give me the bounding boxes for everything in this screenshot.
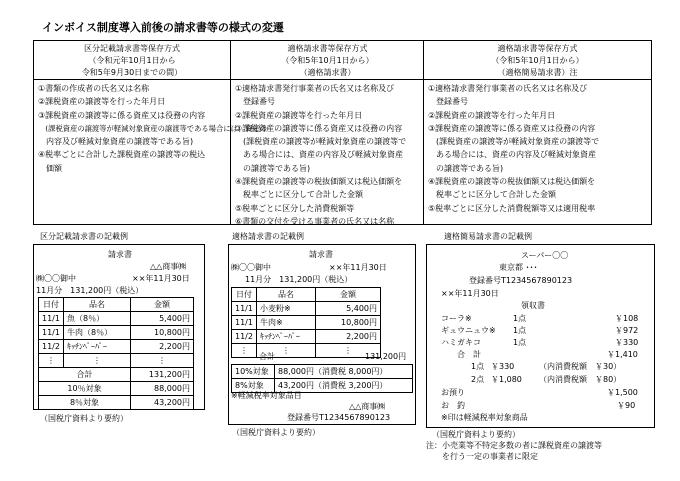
summary-label: 8％対象 bbox=[39, 396, 131, 410]
table-row bbox=[39, 340, 194, 354]
column-body bbox=[231, 80, 424, 230]
requirement-item: ①適格請求書発行事業者の氏名又は名称及び bbox=[235, 84, 395, 93]
requirement-item: ある場合には、資産の内容及び軽減対象資産 bbox=[235, 150, 403, 160]
table-cell: ⋮ bbox=[257, 344, 316, 358]
section-title: 適格請求書の記載例 bbox=[232, 232, 304, 241]
footnote-line: 注：小売業等不特定多数の者に課税資産の譲渡等 bbox=[426, 441, 602, 450]
table-cell: ⋮ bbox=[232, 344, 257, 358]
item-name: ハミガキコ bbox=[441, 338, 481, 347]
header-line: 適格請求書等保存方式 bbox=[287, 44, 368, 53]
paid-label: お預り bbox=[441, 388, 465, 397]
receipt-date: ××年11月30日 bbox=[441, 289, 499, 298]
table-cell: 小麦粉※ bbox=[257, 302, 316, 316]
table-cell: ⋮ bbox=[64, 354, 131, 368]
comparison-table bbox=[33, 40, 652, 225]
requirement-item: ③課税資産の譲渡等に係る資産又は役務の内容 bbox=[38, 110, 206, 120]
requirement-item: 登録番号 bbox=[235, 97, 275, 107]
requirement-item: ④税率ごとに合計した課税資産の譲渡等の税込 bbox=[38, 150, 206, 160]
requirement-item: ④課税資産の譲渡等の税抜価額又は税込価額を bbox=[428, 177, 596, 187]
table-cell: 魚（8％） bbox=[64, 312, 131, 326]
page-title: インボイス制度導入前後の請求書等の様式の変遷 bbox=[42, 21, 284, 34]
requirement-item: ①適格請求書発行事業者の氏名又は名称及び bbox=[428, 84, 588, 93]
requirement-item: 内容及び軽減対象資産の譲渡等である旨) bbox=[38, 137, 194, 147]
item-name: コーラ※ bbox=[441, 314, 472, 323]
table-cell: 牛肉※ bbox=[257, 316, 316, 330]
tax-line-count: 2点 bbox=[471, 375, 485, 384]
source-note: （国税庁資料より要約） bbox=[40, 414, 128, 423]
item-qty: 1点 bbox=[513, 314, 527, 323]
table-cell: ｷｯﾁﾝﾍﾟｰﾊﾟｰ bbox=[64, 340, 131, 354]
invoice-table bbox=[231, 287, 381, 358]
section-title: 区分記載請求書の記載例 bbox=[40, 232, 128, 241]
table-cell: 11/1 bbox=[39, 312, 64, 326]
table-header: 金額 bbox=[131, 298, 194, 312]
tax-line-count: 1点 bbox=[471, 362, 485, 371]
table-row bbox=[232, 344, 381, 358]
header-line: （令和5年10月1日から） bbox=[491, 56, 584, 65]
table-row bbox=[39, 312, 194, 326]
requirement-item: ①書類の作成者の氏名又は名称 bbox=[38, 84, 150, 93]
table-cell: 10,800円 bbox=[131, 326, 194, 340]
column-header bbox=[424, 41, 651, 80]
tax-line-detail: （内消費税額 ￥80） bbox=[539, 375, 622, 384]
column-tekikaku bbox=[230, 41, 424, 224]
requirement-item: ②課税資産の譲渡等を行った年月日 bbox=[235, 110, 363, 120]
table-header: 品名 bbox=[257, 288, 316, 302]
receipt-title: 領収書 bbox=[521, 301, 545, 310]
table-cell: 11/1 bbox=[232, 302, 257, 316]
header-line: （令和元年10月1日から bbox=[88, 56, 176, 65]
addressee: ㈱〇〇御中 bbox=[36, 274, 76, 283]
table-row bbox=[232, 330, 381, 344]
header-line: （適格簡易請求書）注 bbox=[497, 68, 578, 77]
table-cell: 10,800円 bbox=[316, 316, 381, 330]
requirement-item: 価額 bbox=[38, 163, 62, 173]
tax-line-amount: ￥1,080 bbox=[491, 375, 522, 384]
header-line: 区分記載請求書等保存方式 bbox=[84, 44, 180, 53]
doc-title: 請求書 bbox=[108, 250, 132, 259]
change-value: ￥90 bbox=[617, 401, 636, 410]
summary-label: 合計 bbox=[39, 368, 131, 382]
invoice-example-kubun bbox=[33, 244, 205, 410]
table-cell: 2,200円 bbox=[316, 330, 381, 344]
table-header-row bbox=[39, 298, 194, 312]
column-kan-i bbox=[423, 41, 651, 224]
change-label: お 釣 bbox=[441, 401, 465, 410]
total-label: 合 計 bbox=[457, 350, 481, 359]
reduced-rate-note: ※軽減税率対象品目 bbox=[231, 391, 302, 400]
tax-row bbox=[232, 365, 413, 379]
item-price: ￥330 bbox=[615, 338, 639, 347]
table-cell: ⋮ bbox=[316, 344, 381, 358]
requirement-item: 税率ごとに区分して合計した金額 bbox=[235, 190, 363, 200]
table-cell: ｷｯﾁﾝﾍﾟｰﾊﾟｰ bbox=[257, 330, 316, 344]
header-line: 適格請求書等保存方式 bbox=[497, 44, 578, 53]
table-cell: 11/1 bbox=[232, 316, 257, 330]
issuer: △△商事㈱ bbox=[150, 262, 187, 271]
reduced-rate-note: ※印は軽減税率対象商品 bbox=[441, 413, 528, 422]
requirement-item: ②課税資産の譲渡等を行った年月日 bbox=[38, 97, 166, 107]
month-total: 11月分 131,200円（税込） bbox=[245, 275, 353, 284]
summary-value: 43,200円 bbox=[131, 396, 194, 410]
item-qty: 1点 bbox=[513, 338, 527, 347]
table-cell: ⋮ bbox=[39, 354, 64, 368]
requirement-item: ④課税資産の譲渡等の税抜価額又は税込価額を bbox=[235, 177, 403, 187]
registration-number: 登録番号T1234567890123 bbox=[469, 276, 573, 285]
table-cell: ⋮ bbox=[131, 354, 194, 368]
requirement-item: 登録番号 bbox=[428, 97, 468, 107]
requirement-item: ある場合には、資産の内容及び軽減対象資産 bbox=[428, 150, 596, 160]
tax-label: 10%対象 bbox=[232, 365, 275, 379]
requirement-item: ⑤税率ごとに区分した消費税額等 bbox=[235, 203, 355, 213]
tax-label: 8%対象 bbox=[232, 379, 275, 393]
requirement-item: ⑥書類の交付を受ける事業者の氏名又は名称 bbox=[235, 216, 395, 226]
table-row bbox=[39, 354, 194, 368]
requirement-item: ③課税資産の譲渡等に係る資産又は役務の内容 bbox=[428, 123, 596, 133]
total-value: 131,200円 bbox=[365, 352, 407, 361]
table-cell: 11/1 bbox=[39, 326, 64, 340]
tax-table bbox=[231, 364, 413, 393]
table-row bbox=[39, 326, 194, 340]
month-total: 11月分 131,200円（税込） bbox=[36, 286, 144, 295]
table-cell: 5,400円 bbox=[316, 302, 381, 316]
header-line: （適格請求書） bbox=[299, 68, 356, 77]
tax-line-amount: ￥330 bbox=[491, 362, 515, 371]
item-price: ￥108 bbox=[615, 314, 639, 323]
shop-name: スーパー〇〇 bbox=[521, 251, 569, 260]
footnote-line: を行う一定の事業者に限定 bbox=[426, 452, 538, 461]
item-price: ￥972 bbox=[615, 326, 639, 335]
invoice-table bbox=[38, 297, 194, 410]
requirement-item: ③課税資産の譲渡等に係る資産又は役務の内容 bbox=[235, 123, 403, 133]
requirement-item: の譲渡等である旨) bbox=[428, 163, 504, 173]
table-cell: 11/2 bbox=[39, 340, 64, 354]
invoice-date: ××年11月30日 bbox=[329, 263, 387, 272]
header-line: 令和5年9月30日までの間） bbox=[81, 68, 183, 77]
section-title: 適格簡易請求書の記載例 bbox=[444, 232, 532, 241]
summary-value: 131,200円 bbox=[131, 368, 194, 382]
item-qty: 1点 bbox=[513, 326, 527, 335]
table-row bbox=[232, 316, 381, 330]
shop-address: 東京都 ･･･ bbox=[499, 263, 538, 272]
table-row bbox=[232, 302, 381, 316]
item-name: ギュウニュウ※ bbox=[441, 326, 496, 335]
source-note: （国税庁資料より要約） bbox=[232, 428, 320, 437]
tax-value: 88,000円（消費税 8,000円） bbox=[275, 365, 413, 379]
paid-value: ￥1,500 bbox=[607, 388, 638, 397]
table-header: 品名 bbox=[64, 298, 131, 312]
requirement-item: の譲渡等である旨) bbox=[235, 163, 311, 173]
table-cell: 11/2 bbox=[232, 330, 257, 344]
header-line: （令和5年10月1日から） bbox=[281, 56, 374, 65]
table-cell: 牛肉（8％） bbox=[64, 326, 131, 340]
invoice-example-kan-i bbox=[426, 244, 655, 428]
tax-line-detail: （内消費税額 ￥30） bbox=[539, 362, 622, 371]
summary-row bbox=[39, 368, 194, 382]
column-header bbox=[34, 41, 230, 80]
table-header-row bbox=[232, 288, 381, 302]
source-note: （国税庁資料より要約） bbox=[432, 430, 520, 439]
addressee: ㈱〇〇御中 bbox=[231, 263, 271, 272]
requirement-item: (課税資産の譲渡等が軽減対象資産の譲渡等で bbox=[235, 137, 407, 147]
summary-row bbox=[39, 396, 194, 410]
table-header: 日付 bbox=[39, 298, 64, 312]
requirement-item: 税率ごとに区分して合計した金額 bbox=[428, 190, 556, 200]
issuer: △△商事㈱ bbox=[349, 402, 386, 411]
table-cell: 5,400円 bbox=[131, 312, 194, 326]
invoice-example-tekikaku bbox=[228, 244, 416, 425]
doc-title: 請求書 bbox=[309, 250, 333, 259]
requirement-item: (課税資産の譲渡等が軽減対象資産の譲渡等である場合には、資産の bbox=[38, 123, 268, 133]
requirement-item: ②課税資産の譲渡等を行った年月日 bbox=[428, 110, 556, 120]
total-value: ￥1,410 bbox=[607, 350, 638, 359]
column-header bbox=[231, 41, 424, 80]
summary-value: 88,000円 bbox=[131, 382, 194, 396]
tax-value: 43,200円（消費税 3,200円） bbox=[275, 379, 413, 393]
total-label: 合計 bbox=[259, 352, 275, 361]
invoice-date: ××年11月30日 bbox=[132, 274, 190, 283]
column-body bbox=[424, 80, 651, 217]
registration-number: 登録番号T1234567890123 bbox=[287, 413, 391, 422]
summary-row bbox=[39, 382, 194, 396]
table-header: 日付 bbox=[232, 288, 257, 302]
table-cell: 2,200円 bbox=[131, 340, 194, 354]
requirement-item: (課税資産の譲渡等が軽減対象資産の譲渡等で bbox=[428, 137, 600, 147]
table-header: 金額 bbox=[316, 288, 381, 302]
summary-label: 10％対象 bbox=[39, 382, 131, 396]
requirement-item: ⑤税率ごとに区分した消費税額等又は適用税率 bbox=[428, 203, 596, 213]
